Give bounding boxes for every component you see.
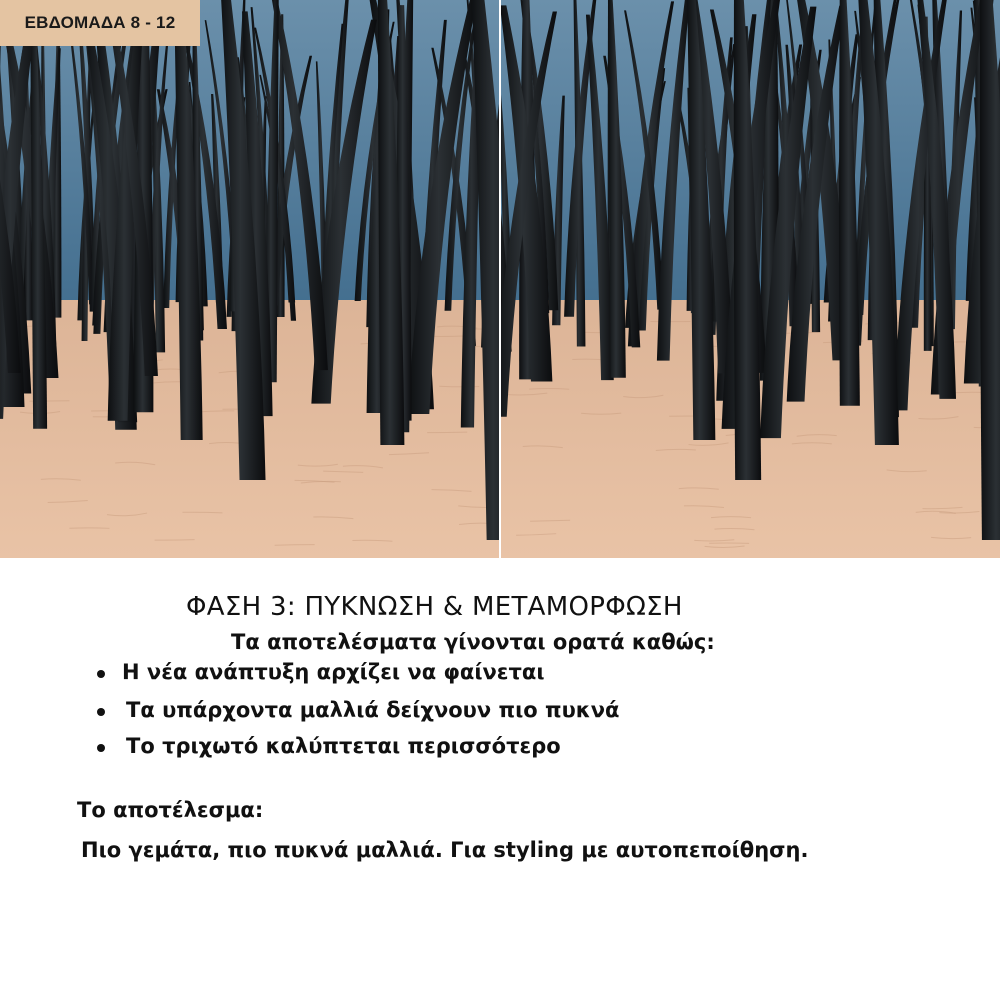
phase-content xyxy=(0,558,1000,1000)
result-text: Πιο γεμάτα, πιο πυκνά μαλλιά. Για styling με αυτοπεποίθηση. xyxy=(81,838,809,862)
hair-strands-image xyxy=(501,0,1000,558)
result-label: Το αποτέλεσμα: xyxy=(77,798,264,822)
hair-panel-right xyxy=(501,0,1000,558)
bullet-icon xyxy=(97,744,105,752)
hair-panel-left xyxy=(0,0,499,558)
list-item-text: Η νέα ανάπτυξη αρχίζει να φαίνεται xyxy=(122,660,545,684)
bullet-icon xyxy=(97,670,105,678)
list-item-text: Το τριχωτό καλύπτεται περισσότερο xyxy=(126,734,561,758)
phase-subtitle: Τα αποτελέσματα γίνονται ορατά καθώς: xyxy=(231,630,715,654)
list-item-text: Τα υπάρχοντα μαλλιά δείχνουν πιο πυκνά xyxy=(126,698,620,722)
phase-title: ΦΑΣΗ 3: ΠΥΚΝΩΣΗ & ΜΕΤΑΜΟΡΦΩΣΗ xyxy=(186,592,683,622)
week-badge: ΕΒΔΟΜΑΔΑ 8 - 12 xyxy=(0,0,200,46)
bullet-icon xyxy=(97,708,105,716)
hair-strands-image xyxy=(0,0,499,558)
